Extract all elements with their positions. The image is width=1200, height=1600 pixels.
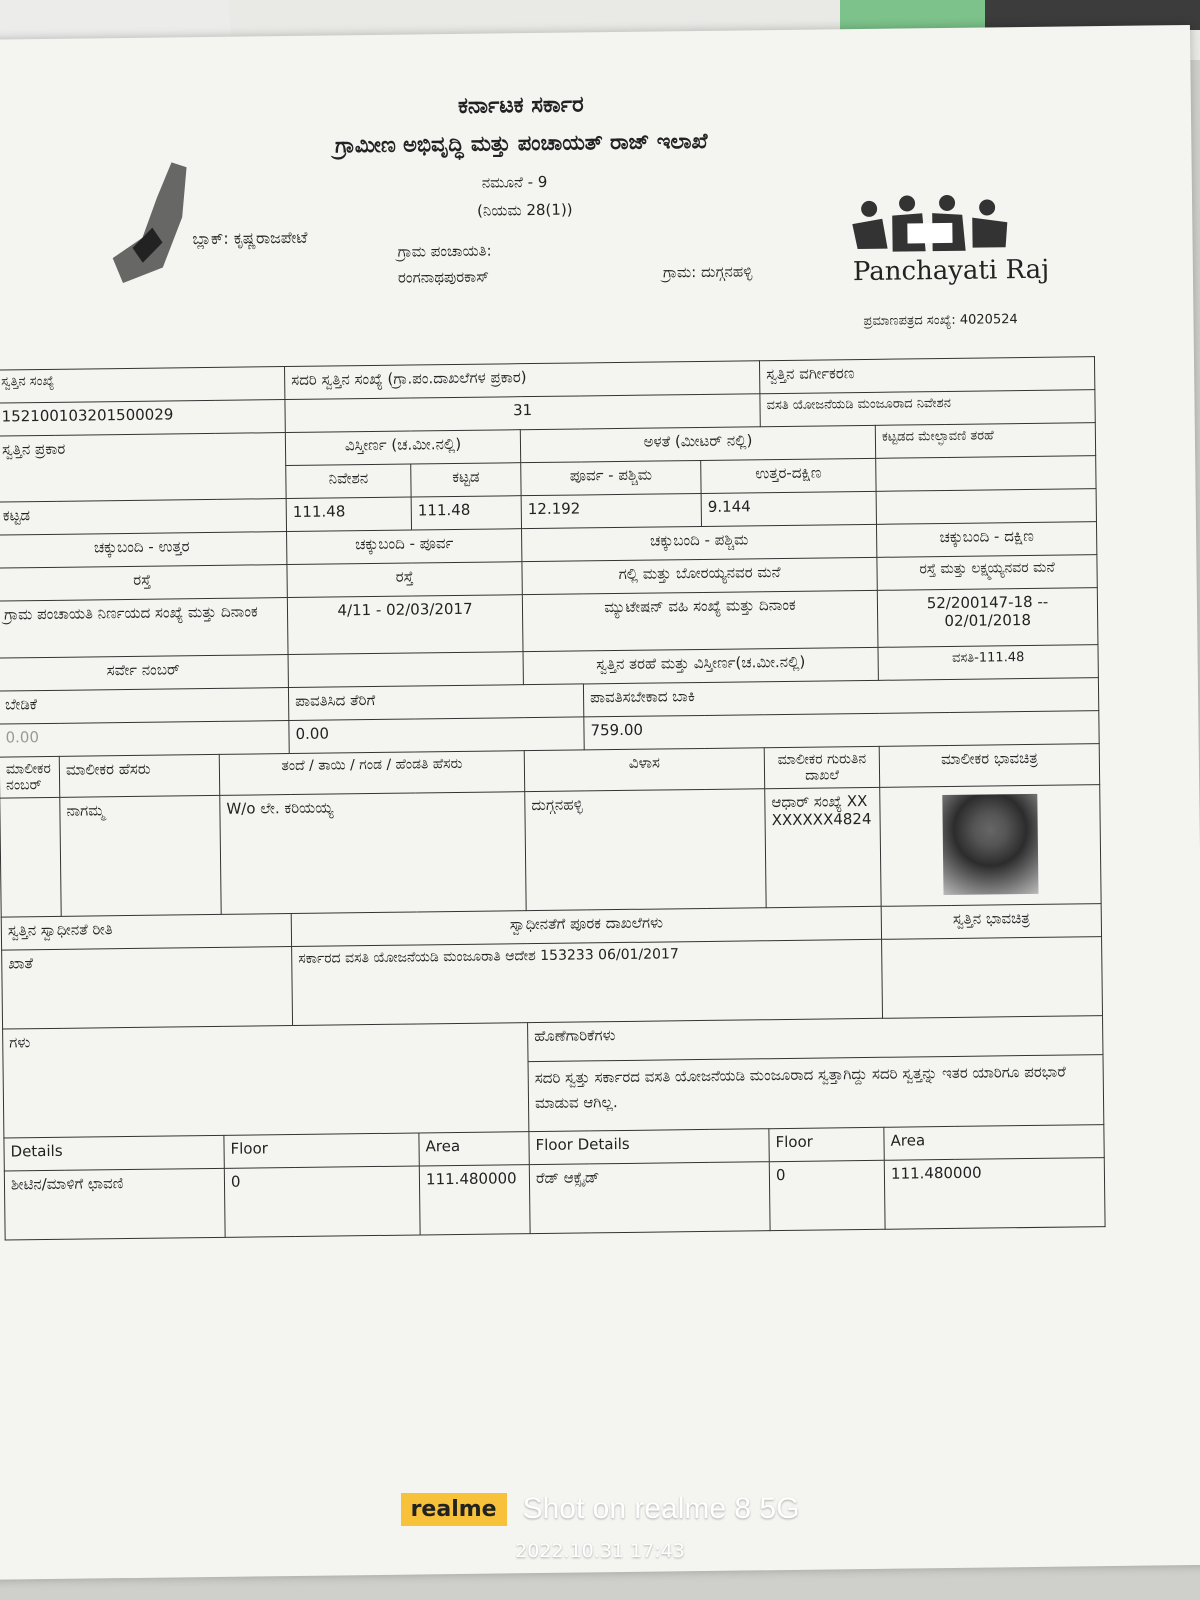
due-label: ಪಾವತಿಸಬೇಕಾದ ಬಾಕಿ bbox=[583, 678, 1098, 717]
gp-label: ಗ್ರಾಮ ಪಂಚಾಯತಿ: bbox=[397, 241, 492, 261]
paid-label: ಪಾವತಿಸಿದ ತೆರಿಗೆ bbox=[288, 684, 583, 721]
gp-resolution-value: 4/11 - 02/03/2017 bbox=[287, 595, 523, 655]
floor-right-title: Floor Details bbox=[529, 1129, 769, 1165]
owner-photo-label: ಮಾಲೀಕರ ಭಾವಚಿತ್ರ bbox=[879, 744, 1100, 788]
site-label: ನಿವೇಶನ bbox=[286, 464, 411, 499]
prop-no-label: ಸ್ವತ್ತಿನ ಸಂಖ್ಯೆ bbox=[0, 367, 285, 404]
owner-no-label: ಮಾಲೀಕರ ನಂಬರ್ bbox=[0, 756, 60, 798]
possession-mode: ಖಾತೆ bbox=[2, 947, 293, 1030]
owner-address: ದುಗ್ಗನಹಳ್ಳಿ bbox=[525, 789, 766, 911]
boundary-west-label: ಚಕ್ಕುಬಂದಿ - ಪಶ್ಚಿಮ bbox=[522, 524, 877, 561]
property-photo bbox=[882, 937, 1103, 1019]
floor-right-floor: 0 bbox=[769, 1160, 885, 1230]
gp-name: ರಂಗನಾಥಪುರಕಾಸ್ bbox=[397, 267, 490, 287]
kind-value: ವಸತಿ-111.48 bbox=[878, 645, 1098, 681]
prop-no-value: 152100103201500029 bbox=[0, 400, 285, 437]
owner-name: ನಾಗಮ್ಮ bbox=[60, 795, 221, 916]
demand-value: 0.00 bbox=[0, 721, 289, 758]
property-form-table bbox=[0, 356, 1106, 1240]
boundary-south-label: ಚಕ್ಕುಬಂದಿ - ದಕ್ಷಿಣ bbox=[877, 522, 1097, 558]
liabilities-label: ಹೊಣೆಗಾರಿಕೆಗಳು bbox=[528, 1016, 1103, 1062]
possession-docs-label: ಸ್ವಾಧೀನತೆಗೆ ಪೂರಕ ದಾಖಲೆಗಳು bbox=[291, 906, 881, 946]
ns-value: 9.144 bbox=[701, 491, 876, 526]
area-label: ವಿಸ್ತೀರ್ಣ (ಚ.ಮೀ.ನಲ್ಲಿ) bbox=[285, 430, 520, 466]
floor-left-area-header: Area bbox=[419, 1132, 529, 1166]
possession-mode-label: ಸ್ವತ್ತಿನ ಸ್ವಾಧೀನತೆ ರೀತಿ bbox=[1, 914, 291, 951]
floor-right-desc: ರೆಡ್ ಆಕ್ಸೈಡ್ bbox=[529, 1162, 770, 1234]
table-row bbox=[4, 1158, 1105, 1240]
property-photo-label: ಸ್ವತ್ತಿನ ಭಾವಚಿತ್ರ bbox=[881, 904, 1101, 940]
paid-value: 0.00 bbox=[289, 717, 584, 754]
floor-left-title: Details bbox=[4, 1135, 224, 1171]
class-value: ವಸತಿ ಯೋಜನೆಯಡಿ ಮಂಜೂರಾದ ನಿವೇಶನ bbox=[760, 390, 1095, 427]
panchayati-raj-logo-icon bbox=[847, 192, 1018, 254]
boundary-east-label: ಚಕ್ಕುಬಂದಿ - ಪೂರ್ವ bbox=[287, 529, 522, 565]
boundary-west-value: ಗಲ್ಲಿ ಮತ್ತು ಬೋರಯ್ಯನವರ ಮನೆ bbox=[522, 557, 877, 594]
roof-value bbox=[876, 456, 1096, 492]
bldg-area: 111.48 bbox=[411, 496, 521, 530]
table-row bbox=[0, 785, 1101, 917]
camera-watermark bbox=[0, 1492, 1200, 1526]
mutation-label: ಮ್ಯುಟೇಷನ್ ವಹಿ ಸಂಖ್ಯೆ ಮತ್ತು ದಿನಾಂಕ bbox=[522, 590, 878, 651]
type-label: ಸ್ವತ್ತಿನ ಪ್ರಕಾರ bbox=[0, 433, 286, 503]
boundary-south-value: ರಸ್ತೆ ಮತ್ತು ಲಕ್ಷ್ಮಯ್ಯನವರ ಮನೆ bbox=[877, 555, 1097, 591]
floor-left-desc: ಶೀಟಿನ/ಮಾಳಿಗೆ ಛಾವಣಿ bbox=[4, 1168, 225, 1240]
kind-label: ಸ್ವತ್ತಿನ ತರಹೆ ಮತ್ತು ವಿಸ್ತೀರ್ಣ(ಚ.ಮೀ.ನಲ್ಲಿ) bbox=[523, 647, 878, 684]
floor-right-area-header: Area bbox=[884, 1125, 1104, 1161]
owner-id: ಆಧಾರ್ ಸಂಖ್ಯೆ XXXXXXXX4824 bbox=[765, 787, 881, 907]
owner-name-label: ಮಾಲೀಕರ ಹೆಸರು bbox=[59, 754, 219, 797]
owner-relation-label: ತಂದೆ / ತಾಯಿ / ಗಂಡ / ಹೆಂಡತಿ ಹೆಸರು bbox=[219, 751, 525, 796]
camera-timestamp: 2022.10.31 17:43 bbox=[515, 1540, 685, 1562]
boundary-north-value: ರಸ್ತೆ bbox=[0, 565, 287, 602]
floor-right-floor-header: Floor bbox=[769, 1127, 884, 1161]
owner-address-label: ವಿಳಾಸ bbox=[524, 748, 764, 792]
logo-text: Panchayati Raj bbox=[852, 254, 1050, 288]
dim-label: ಅಳತೆ (ಮೀಟರ್ ನಲ್ಲಿ) bbox=[520, 425, 875, 462]
form-number: ನಮೂನೆ - 9 bbox=[481, 172, 548, 192]
owner-id-label: ಮಾಲೀಕರ ಗುರುತಿನ ದಾಖಲೆ bbox=[764, 746, 879, 788]
floor-left-floor-header: Floor bbox=[224, 1133, 419, 1168]
certificate-number: ಪ್ರಮಾಣಪತ್ರದ ಸಂಖ್ಯೆ: 4020524 bbox=[863, 312, 1018, 329]
boundary-east-value: ರಸ್ತೆ bbox=[287, 562, 522, 598]
govt-title: ಕರ್ನಾಟಕ ಸರ್ಕಾರ bbox=[457, 92, 584, 119]
due-value: 759.00 bbox=[584, 711, 1099, 750]
floor-left-area: 111.480000 bbox=[419, 1165, 530, 1235]
block-name: ಬ್ಲಾಕ್: ಕೃಷ್ಣರಾಜಪೇಟೆ bbox=[192, 227, 308, 249]
ew-value: 12.192 bbox=[521, 493, 701, 528]
roof-label: ಕಟ್ಟಡದ ಮೇಲ್ಛಾವಣಿ ತರಹೆ bbox=[875, 423, 1095, 459]
form-rule: (ನಿಯಮ 28(1)) bbox=[477, 200, 573, 220]
govt-emblem-icon bbox=[101, 157, 193, 288]
row-label: ಕಟ್ಟಡ bbox=[0, 499, 287, 536]
table-row bbox=[2, 937, 1103, 1029]
liabilities-left: ಗಳು bbox=[3, 1023, 529, 1138]
village-name: ಗ್ರಾಮ: ದುಗ್ಗನಹಳ್ಳಿ bbox=[662, 262, 753, 282]
ew-label: ಪೂರ್ವ - ಪಶ್ಚಿಮ bbox=[521, 460, 701, 495]
liabilities-text: ಸದರಿ ಸ್ವತ್ತು ಸರ್ಕಾರದ ವಸತಿ ಯೋಜನೆಯಡಿ ಮಂಜೂರಾದ ಸ್ವತ್ತಾಗಿದ್ದು ಸದರಿ ಸ್ವತ್ತನ್ನು ಇತರ ಯಾರಿಗೂ ಪರಭಾರೆ ಮಾಡುವ ಆಗಿಲ್ಲ. bbox=[528, 1054, 1104, 1131]
floor-left-floor: 0 bbox=[224, 1166, 420, 1237]
survey-label: ಸರ್ವೇ ನಂಬರ್ bbox=[0, 655, 288, 692]
floor-right-area: 111.480000 bbox=[884, 1158, 1105, 1230]
sadari-value: 31 bbox=[285, 394, 760, 433]
sadari-label: ಸದರಿ ಸ್ವತ್ತಿನ ಸಂಖ್ಯೆ (ಗ್ರಾ.ಪಂ.ದಾಖಲೆಗಳ ಪ್ರಕಾರ) bbox=[285, 361, 760, 400]
mutation-value: 52/200147-18 -- 02/01/2018 bbox=[877, 588, 1098, 648]
possession-docs: ಸರ್ಕಾರದ ವಸತಿ ಯೋಜನೆಯಡಿ ಮಂಜೂರಾತಿ ಆದೇಶ 153233 06/01/2017 bbox=[292, 939, 883, 1025]
document-page bbox=[0, 25, 1200, 1580]
empty-cell bbox=[876, 489, 1096, 525]
ns-label: ಉತ್ತರ-ದಕ್ಷಿಣ bbox=[701, 458, 876, 493]
camera-model: Shot on realme 8 5G bbox=[522, 1492, 800, 1525]
class-label: ಸ್ವತ್ತಿನ ವರ್ಗೀಕರಣ bbox=[760, 357, 1095, 394]
boundary-north-label: ಚಕ್ಕುಬಂದಿ - ಉತ್ತರ bbox=[0, 532, 287, 569]
owner-no-value bbox=[0, 797, 61, 917]
gp-resolution-label: ಗ್ರಾಮ ಪಂಚಾಯತಿ ನಿರ್ಣಯದ ಸಂಖ್ಯೆ ಮತ್ತು ದಿನಾಂಕ bbox=[0, 598, 288, 659]
survey-value bbox=[288, 652, 523, 688]
camera-brand: realme bbox=[401, 1493, 507, 1526]
demand-label: ಬೇಡಿಕೆ bbox=[0, 688, 289, 725]
owner-photo-cell bbox=[880, 785, 1101, 907]
dept-title: ಗ್ರಾಮೀಣ ಅಭಿವೃದ್ಧಿ ಮತ್ತು ಪಂಚಾಯತ್ ರಾಜ್ ಇಲಾಖೆ bbox=[334, 128, 708, 158]
owner-photo bbox=[942, 794, 1038, 895]
site-area: 111.48 bbox=[286, 497, 411, 532]
bldg-label: ಕಟ್ಟಡ bbox=[411, 463, 521, 497]
owner-relation: W/o ಲೇ. ಕರಿಯಯ್ಯ bbox=[220, 792, 526, 915]
